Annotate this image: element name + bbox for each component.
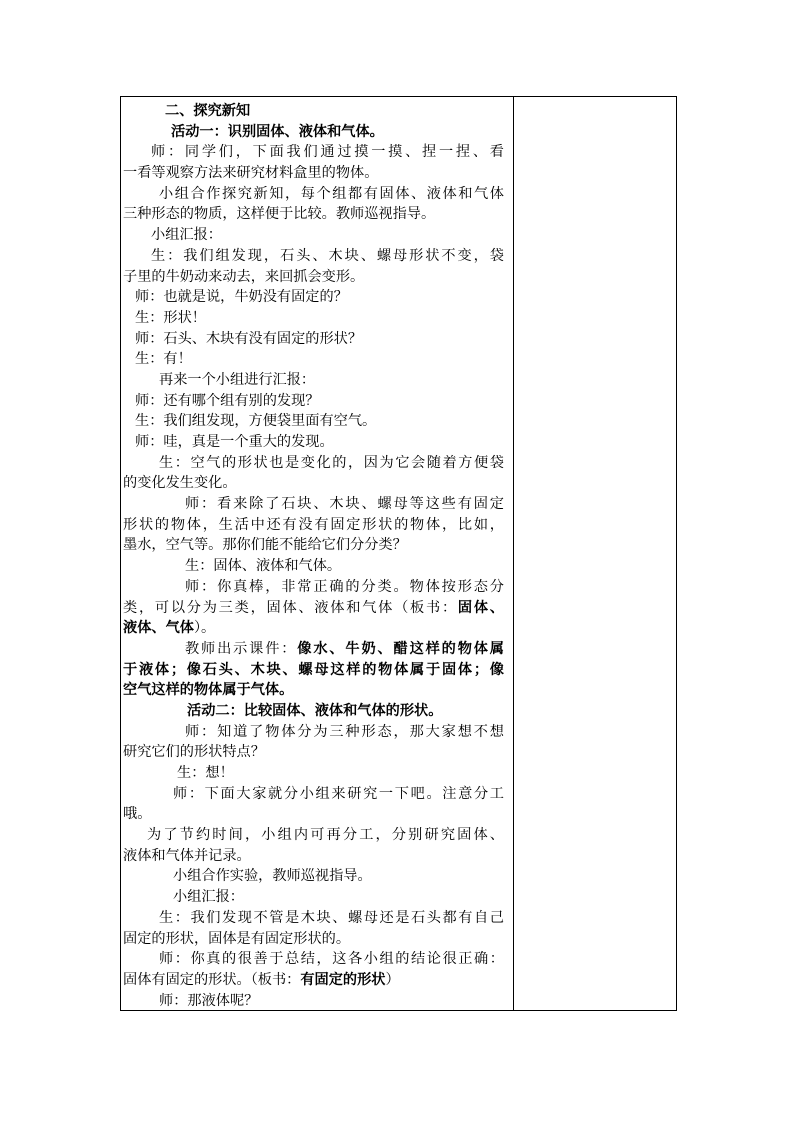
bold-text: 固体、 xyxy=(457,599,504,616)
lesson-line: 墨水，空气等。那你们能不能给它们分分类？ xyxy=(123,537,407,554)
lesson-line: 师：知道了物体分为三种形态，那大家想不想 xyxy=(185,723,504,740)
lesson-line: 师：还有哪个组有别的发现？ xyxy=(135,392,320,409)
lesson-line xyxy=(121,639,508,660)
lesson-line: 小组合作探究新知，每个组都有固体、液体和气体 xyxy=(159,185,504,202)
lesson-line: 生：我们发现不管是木块、螺母还是石头都有自己 xyxy=(159,909,504,926)
bold-text: 像水、牛奶、醋这样的物体属 xyxy=(297,640,504,657)
text-segment: 师：你真棒，非常正确的分类。物体按形态分 xyxy=(185,578,504,595)
lesson-line: 师：也就是说，牛奶没有固定的？ xyxy=(135,289,348,306)
lesson-line: 小组汇报： xyxy=(151,227,222,244)
lesson-line: 的变化发生变化。 xyxy=(123,475,237,492)
lesson-table xyxy=(120,96,677,1011)
lesson-line: 三种形态的物质，这样便于比较。教师巡视指导。 xyxy=(123,206,436,223)
lesson-line: 子里的牛奶动来动去，来回抓会变形。 xyxy=(123,268,365,285)
lesson-line: 生：形状！ xyxy=(135,309,206,326)
lesson-line: 生：有！ xyxy=(135,351,192,368)
lesson-content-cell xyxy=(121,101,508,1011)
lesson-line xyxy=(121,970,508,991)
text-segment: 类，可以分为三类，固体、液体和气体（板书： xyxy=(123,599,458,616)
lesson-line: 师：那液体呢？ xyxy=(159,992,259,1009)
lesson-line: 哦。 xyxy=(123,806,152,823)
lesson-line xyxy=(121,577,508,598)
lesson-line: 液体和气体并记录。 xyxy=(123,847,251,864)
lesson-line: 一看等观察方法来研究材料盒里的物体。 xyxy=(123,165,379,182)
lesson-line: 师：石头、木块有没有固定的形状？ xyxy=(135,330,363,347)
lesson-line: 小组合作实验，教师巡视指导。 xyxy=(173,868,372,885)
lesson-line: 生：空气的形状也是变化的，因为它会随着方便袋 xyxy=(159,454,504,471)
lesson-line: 活动一：识别固体、液体和气体。 xyxy=(171,123,384,140)
lesson-line: 生：我们组发现，石头、木块、螺母形状不变，袋 xyxy=(151,247,504,264)
lesson-line: 师：下面大家就分小组来研究一下吧。注意分工 xyxy=(173,785,504,802)
lesson-line: 再来一个小组进行汇报： xyxy=(159,371,316,388)
lesson-line: 二、探究新知 xyxy=(165,103,251,119)
lesson-line: 研究它们的形状特点？ xyxy=(123,744,265,761)
lesson-line: 形状的物体，生活中还有没有固定形状的物体，比如， xyxy=(123,516,504,533)
lesson-line: 师：你真的很善于总结，这各小组的结论很正确： xyxy=(159,951,504,968)
notes-cell xyxy=(514,97,676,1010)
text-segment: 教师出示课件： xyxy=(185,640,298,657)
lesson-line xyxy=(121,618,508,639)
lesson-line: 师：看来除了石块、木块、螺母等这些有固定 xyxy=(185,496,504,513)
bold-text: 液体、气体 xyxy=(123,620,194,637)
lesson-line xyxy=(121,598,508,619)
lesson-line: 为了节约时间，小组内可再分工，分别研究固体、 xyxy=(147,827,504,844)
lesson-line: 固定的形状，固体是有固定形状的。 xyxy=(123,930,351,947)
lesson-line: 师：同学们，下面我们通过摸一摸、捏一捏、看 xyxy=(151,144,504,161)
text-segment: ） xyxy=(385,971,400,988)
lesson-line: 于液体；像石头、木块、螺母这样的物体属于固体；像 xyxy=(123,661,504,678)
text-segment: ）。 xyxy=(193,620,216,637)
lesson-line: 师：哇，真是一个重大的发现。 xyxy=(135,434,334,450)
lesson-line: 生：我们组发现，方便袋里面有空气。 xyxy=(135,413,377,430)
bold-text: 有固定的形状 xyxy=(300,971,386,988)
lesson-line: 生：固体、液体和气体。 xyxy=(185,558,342,575)
lesson-line: 小组汇报： xyxy=(173,889,244,906)
lesson-line: 空气这样的物体属于气体。 xyxy=(123,682,294,699)
text-segment: 固体有固定的形状。（板书： xyxy=(123,971,301,988)
lesson-line: 生：想！ xyxy=(177,765,234,781)
lesson-line: 活动二：比较固体、液体和气体的形状。 xyxy=(187,702,443,719)
